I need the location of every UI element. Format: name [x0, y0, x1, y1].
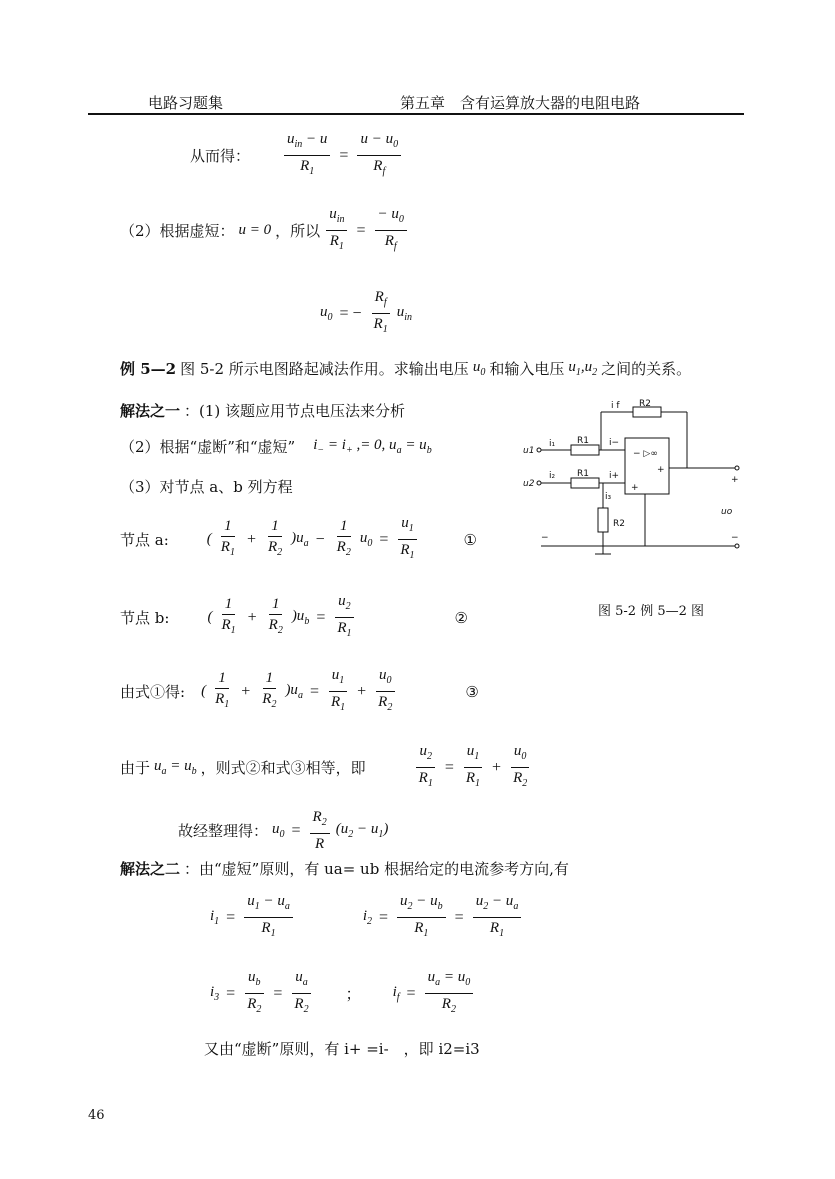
label-opamp: − ▷∞ [633, 449, 658, 459]
label-r2-top: R2 [639, 399, 651, 409]
label-out-minus: − [731, 533, 739, 543]
label-iminus: i− [609, 438, 620, 448]
label-out-plus: + [731, 475, 739, 485]
node-a-label: 节点 a: [120, 531, 169, 549]
page-number: 46 [88, 1108, 105, 1123]
label-uo: uo [721, 507, 733, 517]
label-r2-bot: R2 [613, 519, 625, 529]
node-b-eq: 节点 b: ( $\frac{1}{R_1}$ + $\frac{1}{R_2}$ )$u_b$ = $\frac{u_2}{R_1}$ ② [120, 593, 468, 639]
label-u1: u1 [523, 446, 535, 456]
since-text2: ，则式②和式③相等，即 [200, 759, 366, 777]
label-r1-b: R1 [577, 469, 589, 479]
label-plus-in: + [631, 483, 639, 493]
node-a-eq: 节点 a: ( $\frac{1}{R_1}$ + $\frac{1}{R_2}$ )$u_a$ − $\frac{1}{R_2}$ $u_0$ = $\frac{u_1}{R_1}$ ① [120, 515, 477, 561]
label-in-minus: − [541, 533, 549, 543]
semicolon: ； [345, 985, 361, 1003]
label-u2: u2 [523, 479, 535, 489]
ex-text2: 和输入电压 [489, 360, 565, 378]
since-label: 由于 [120, 759, 151, 777]
eq-line-2: （2）根据虚短： u = 0 ，所以 $\frac{u_{in}}{R_1}$ = $\frac{- u_0}{R_f}$ [120, 205, 409, 256]
example-label: 例 5—2 [120, 360, 177, 378]
eq2-lead: （2）根据虚短： [120, 222, 235, 240]
eq-line-1: 从而得： $\frac{u_{in} - u}{R_1}$ = $\frac{u - u_0}{R_f}$ [190, 130, 403, 181]
from1-eq: 由式①得: ( $\frac{1}{R_1}$ + $\frac{1}{R_2}$ )$u_a$ = $\frac{u_1}{R_1}$ + $\frac{u_0}{R_2}$ ③ [120, 667, 479, 713]
header-right: 第五章 含有运算放大器的电阻电路 [400, 94, 641, 112]
from1-label: 由式①得: [120, 683, 186, 701]
sol2-label: 解法之二 [120, 860, 181, 878]
sol2-line [120, 858, 569, 879]
example-statement: 例 5—2 图 5-2 所示电图路起减法作用。求输出电压 $u_0$ 和输入电压 $u_1,u_2$ 之间的关系。 [120, 359, 692, 378]
thus-label: 故经整理得： [178, 822, 269, 840]
eq-line-3: $u_0$ = − $\frac{R_f}{R_1}$ $u_{in}$ [320, 289, 412, 335]
ex-text1: 图 5-2 所示电图路起减法作用。求输出电压 [180, 360, 469, 378]
eq1-frac-left: $\frac{u_{in} - u}{R_1}$ [284, 130, 330, 181]
circle-2: ② [454, 608, 468, 627]
circle-1: ① [463, 530, 477, 549]
i1-i2-eq: $i_1$ = $\frac{u_1 - u_a}{R_1}$ $i_2$ = $\frac{u_2 - u_b}{R_1}$ = $\frac{u_2 - u_a}{R_1}$ [210, 892, 523, 943]
circuit-diagram [515, 398, 755, 560]
last-line: 又由“虚断”原则，有 i+ =i- ，即 i2=i3 [204, 1040, 480, 1058]
label-r1-a: R1 [577, 436, 589, 446]
node-b-label: 节点 b: [120, 609, 170, 627]
eq1-frac-right: $\frac{u - u_0}{R_f}$ [357, 130, 401, 181]
sol1-label: 解法之一 [120, 402, 181, 420]
header-left: 电路习题集 [148, 94, 224, 112]
eq2-frac-left: $\frac{u_{in}}{R_1}$ [326, 205, 347, 256]
circle-3: ③ [465, 682, 479, 701]
label-i3: i₃ [605, 492, 612, 502]
label-plus-out: + [657, 465, 665, 475]
eq2-frac-right: $\frac{- u_0}{R_f}$ [375, 205, 407, 256]
thus-eq: 故经整理得： $u_0$ = $\frac{R_2}{R}$ $(u_2 - u_1)$ [178, 809, 389, 852]
s2-text: （2）根据“虚断”和“虚短” [120, 438, 296, 456]
ex-text3: 之间的关系。 [601, 360, 692, 378]
s3-line: （3）对节点 a、b 列方程 [120, 478, 293, 496]
eq1-lead: 从而得： [190, 147, 251, 165]
s2-line: （2）根据“虚断”和“虚短” $i_- = i_+$ ,= 0, $u_a = u_b$ [120, 437, 432, 456]
label-if: i f [611, 401, 620, 411]
label-iplus: i+ [609, 471, 620, 481]
sol2-text: ：由“虚短”原则，有 ua= ub 根据给定的电流参考方向,有 [184, 860, 569, 878]
sol1-text: ：(1) 该题应用节点电压法来分析 [184, 402, 406, 420]
i3-if-eq: $i_3$ = $\frac{u_b}{R_2}$ = $\frac{u_a}{R_2}$ ； $i_f$ = $\frac{u_a = u_0}{R_2}$ [210, 968, 475, 1019]
label-i1: i₁ [549, 439, 556, 449]
label-i2: i₂ [549, 471, 556, 481]
figure-caption: 图 5-2 例 5—2 图 [598, 604, 705, 619]
eq2-mid: ，所以 [275, 222, 321, 240]
since-eq: 由于 $u_a = u_b$ ，则式②和式③相等，即 $\frac{u_2}{R_1}$ = $\frac{u_1}{R_1}$ + $\frac{u_0}{R_2}$ [120, 742, 532, 793]
header-rule [88, 113, 744, 115]
sol1-line [120, 400, 405, 421]
